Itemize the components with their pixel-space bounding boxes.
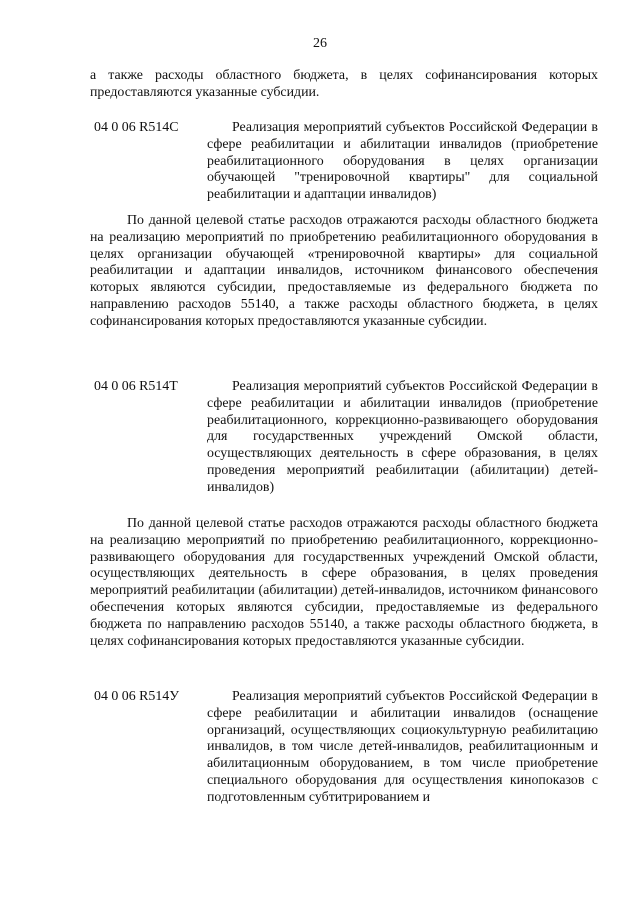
entry-paragraph-r514c: По данной целевой статье расходов отражаются расходы областного бюджета на реализацию мероприятий по приобретению реабилитационного оборудования в целях организации обучающей «тренировочной квартиры» для социальной реабилитации и адаптации инвалидов, источником финансового обеспечения которых являются субсидии, предоставляемые из федерального бюджета по направлению расходов 55140, а также расходы областного бюджета, в целях софинансирования которых предоставляются указанные субсидии. [90,213,598,329]
entry-description-text: Реализация мероприятий субъектов Российской Федерации в сфере реабилитации и абилитации инвалидов (приобретение реабилитационного, коррекционно-развивающего оборудования для государственных учреждений Омской области, осуществляющих деятельность в сфере образования, в целях проведения мероприятий реабилитации (абилитации) детей-инвалидов) [207,379,598,495]
page-number: 26 [313,36,327,51]
entry-code-r514u: 04 0 06 R514У [94,689,180,704]
entry-description-r514t [207,379,598,497]
entry-description-text: Реализация мероприятий субъектов Российской Федерации в сфере реабилитации и абилитации инвалидов (оснащение организаций, осуществляющих социокультурную реабилитацию инвалидов, в том числе детей-инвалидов, реабилитационным и абилитационным оборудованием, в том числе приобретение специального оборудования для осуществления кинопоказов с подготовленным субтитрированием и [207,689,598,805]
entry-code-r514t: 04 0 06 R514Т [94,379,178,394]
entry-description-r514u [207,689,598,839]
entry-paragraph-r514t: По данной целевой статье расходов отражаются расходы областного бюджета на реализацию мероприятий по приобретению реабилитационного, коррекционно-развивающего оборудования для государственных учреждений Омской области, осуществляющих деятельность в сфере образования, в целях проведения мероприятий реабилитации (абилитации) детей-инвалидов, источником финансового обеспечения которых являются субсидии, предоставляемые из федерального бюджета по направлению расходов 55140, а также расходы областного бюджета, в целях софинансирования которых предоставляются указанные субсидии. [90,516,598,649]
entry-description-text: Реализация мероприятий субъектов Российской Федерации в сфере реабилитации и абилитации инвалидов (приобретение реабилитационного оборудования в целях организации обучающей "тренировочной квартиры" для социальной реабилитации и адаптации инвалидов) [207,120,598,203]
continuation-paragraph: а также расходы областного бюджета, в целях софинансирования которых предоставляются указанные субсидии. [90,68,598,100]
entry-description-r514c [207,120,598,204]
entry-code-r514c: 04 0 06 R514С [94,120,179,135]
